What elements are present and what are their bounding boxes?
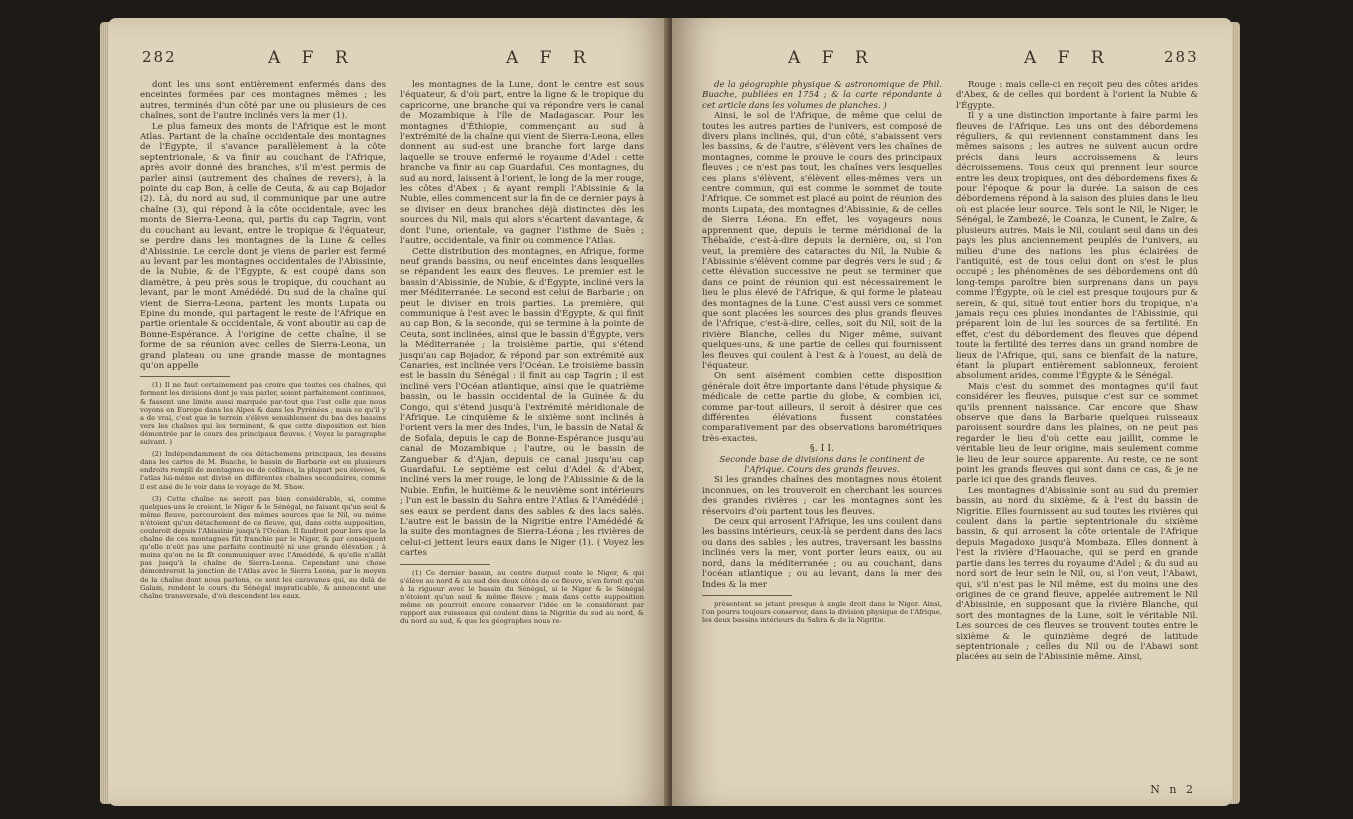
right-page	[672, 18, 1232, 806]
footnote-rule	[702, 595, 792, 596]
footnote: (1) Ce dernier bassin, au centre duquel coule le Niger, & qui s'élève au nord & au sud des deux côtés de ce fleuve, n'en feroit qu'un à la rigueur avec le bassin du Sénégal, si le Niger & le Sénégal n'étoient qu'un seul & même fleuve ; mais dans cette supposition même on pourroit encore conserver l'idée en le considérant par rapport aux ruisseaux qui coulent dans la Nigritie du sud au nord, & du nord au sud, & que les géographes nous re-	[400, 568, 644, 626]
right-column-3	[702, 80, 942, 624]
paragraph: Le plus fameux des monts de l'Afrique est le mont Atlas. Partant de la chaîne occidentale des montagnes de l'Égypte, il s'avance parallèlement à la côte septentrionale, & va finir au couchant de l'Afrique, après avoir donné des branches, s'il m'est permis de parler ainsi (autrement des chaînes de revers), à la pointe du cap Bon, à celle de Ceuta, & au cap Bojador (2). Là, du nord au sud, il communique par une autre chaîne (3), qui répond à la côte occidentale, avec les monts de Sierra-Leona, qui, partis du cap Tagrin, vont du couchant au levant, entre le tropique & l'équateur, se perdre dans les montagnes de la Lune & celles d'Abissinie. Le cercle dont je viens de parler est fermé au levant par les montagnes occidentales de l'Abissinie, de la Nubie, & de l'Égypte, & est coupé dans son diamètre, à peu près sous le tropique, du couchant au levant, par le mont Amédédé. Du sud de la chaîne qui vient de Sierra-Leona, partent les monts Lupata ou Epine du monde, qui partagent le reste de l'Afrique en partie orientale & occidentale, & vont aboutir au cap de Bonne-Espérance. À l'origine de cette chaîne, il se forme de sa réunion avec celles de Sierra-Leona, un grand plateau ou une grande masse de montagnes qu'on appelle	[140, 121, 386, 371]
paragraph: De ceux qui arrosent l'Afrique, les uns coulent dans les bassins intérieurs, ceux-là se perdent dans des lacs ou dans des sables ; les autres, traversant les bassins inclinés vers la mer, vont porter leurs eaux, ou au nord, dans la méditerranée ; ou au couchant, dans l'océan atlantique ; ou au levant, dans la mer des Indes & la mer	[702, 517, 942, 590]
right-column-4	[956, 80, 1198, 663]
left-column-1	[140, 80, 386, 600]
paragraph: Ainsi, le sol de l'Afrique, de même que celui de toutes les autres parties de l'univers, est composé de divers plans inclinés, qui, d'un côté, s'abaissent vers les bassins, & de l'autre, s'élèvent vers les chaînes de montagnes, comme le prouve le cours des principaux fleuves ; ce n'est pas tout, les chaînes vers lesquelles ces plans s'élèvent, s'élèvent elles-mêmes vers un centre commun, qui est comme le sommet de toute l'Afrique. Ce sommet est placé au point de réunion des monts Lupata, des montagnes d'Abissinie, & de celles de Sierra Léona. En effet, les voyageurs nous apprennent que, depuis le terme méridional de la Thébaïde, c'est-à-dire depuis la dernière, ou, si l'on veut, la première des cataractes du Nil, la Nubie & l'Abissinie s'élèvent comme par degrés vers le sud ; & cette élévation successive ne peut se terminer que dans ce point de réunion qui est nécessairement le lieu le plus élevé de l'Afrique, & qui forme le plateau des montagnes de la Lune. C'est aussi vers ce sommet que sont placées les sources des plus grands fleuves de l'Afrique, c'est-à-dire, celles, soit du Nil, soit de la rivière Blanche, celles du Niger même, suivant quelques-uns, & une partie de celles qui fournissent les fleuves qui coulent à l'est & à l'ouest, au delà de l'équateur.	[702, 111, 942, 371]
paragraph: dont les uns sont entièrement enfermés dans des enceintes formées par ces montagnes mêmes ; les autres, terminés d'un côté par une ou plusieurs de ces chaînes, sont de l'autre inclinés vers la mer (1).	[140, 80, 386, 122]
running-head-right-col3: A F R	[788, 48, 876, 68]
paragraph: de la géographie physique & astronomique de Phil. Buache, publiées en 1754 ; & la carte répondante à cet article dans les volumes de planches. )	[702, 80, 942, 111]
printer-signature: N n 2	[1150, 783, 1196, 796]
paragraph: les montagnes de la Lune, dont le centre est sous l'équateur, & d'où part, entre la ligne & le tropique du capricorne, une branche qui va répondre vers le canal de Mozambique à l'île de Madagascar. Pour les montagnes d'Éthiopie, commençant au sud à l'extrémité de la chaîne qui vient de Sierra-Leona, elles donnent au sud-est une branche fort large dans laquelle se trouve enfermé le royaume d'Adel : cette branche va finir au cap Guardafui. Ces montagnes, du sud au nord, laissent à l'orient, le long de la mer rouge, les côtes d'Abex ; & ayant rempli l'Abissinie & la Nubie, elles commencent sur la fin de ce dernier pays à se diviser en deux branches déjà distinctes dès les sources du Nil, mais qui alors s'écartent davantage, & dont l'une, orientale, va gagner l'isthme de Suès ; l'autre, occidentale, va finir ou commence l'Atlas.	[400, 80, 644, 247]
footnote-rule	[400, 564, 490, 565]
paragraph: Rouge : mais celle-ci en reçoit peu des côtes arides d'Abex, & de celles qui bordent à l'orient la Nubie & l'Égypte.	[956, 80, 1198, 111]
footnote-rule	[140, 376, 230, 377]
footnote: (2) Indépendamment de ces détachemens principaux, les dessins dans les cartes de M. Buache, le bassin de Barbarie est en plusieurs endroits rempli de montagnes ou de collines, la plupart peu élevées, & l'atlas lui-même est divisé en différentes chaînes secondaires, comme il est aisé de le voir dans le voyage de M. Shaw.	[140, 450, 386, 491]
left-page-header	[108, 48, 670, 74]
section-title: Seconde base de divisions dans le continent de l'Afrique. Cours des grands fleuves.	[719, 454, 925, 476]
footnote: (1) Il ne faut certainement pas croire que toutes ces chaînes, qui forment les divisions dont je vais parler, soient parfaitement continues, & fassent une limite aussi marquée par-tout que l'est celle que nous voyons en Europe dans les Alpes & dans les Pyrénées ; mais ce qu'il y a de vrai, c'est que le terrein s'élève sensiblement du bas des bassins vers les chaînes qui les terminent, & que cette disposition est bien démontrée par le cours des principaux fleuves. ( Voyez le paragraphe suivant. )	[140, 381, 386, 447]
paragraph: Mais c'est du sommet des montagnes qu'il faut considérer les fleuves, puisque c'est sur ce sommet qu'ils prennent naissance. Car encore que Shaw observe que dans la Barbarie quelques ruisseaux paroissent sourdre dans les plaines, on ne peut pas regarder le lieu d'où cette eau jaillit, comme le véritable lieu de leur origine, mais seulement comme le lieu de leur source apparente. Au reste, ce ne sont point les grands fleuves qui sont dans ce cas, & je ne parle ici que des grands fleuves.	[956, 381, 1198, 486]
left-column-2	[400, 80, 644, 625]
running-head-left-col2: A F R	[506, 48, 594, 68]
section-number: §. I I.	[809, 443, 835, 455]
paragraph: Il y a une distinction importante à faire parmi les fleuves de l'Afrique. Les uns ont des débordemens réguliers, & qui reviennent constamment dans les mêmes saisons ; les autres ne suivent aucun ordre précis dans leurs accroissemens & leurs décroissemens. Tous ceux qui prennent leur source entre les deux tropiques, ont des débordemens fixes & pour l'époque & pour la durée. La saison de ces débordemens répond à la saison des pluies dans le lieu où est placée leur source. Tels sont le Nil, le Niger, le Sénégal, le Zambezé, le Coanza, le Cunent, le Zaïre, & plusieurs autres. Mais le Nil, coulant seul dans un des pays les plus anciennement peuplés de l'univers, au milieu d'une des nations les plus éclairées de l'antiquité, est de tous celui dont on s'est le plus occupé ; les phénomènes de ses débordemens ont dû long-temps paroître bien surprenans dans un pays comme l'Égypte, où le ciel est presque toujours pur & serein, & qui, situé tout entier hors du tropique, n'a jamais reçu ces pluies inondantes de l'Abissinie, qui préparent loin de lui les sources de sa fertilité. En effet, c'est du débordement des fleuves que dépend toute la fertilité des terres dans un grand nombre de lieux de l'Afrique, qui, sans ce bienfait de la nature, étant la plupart entièrement sablonneux, feroient absolument arides, comme l'Égypte & le Sénégal.	[956, 111, 1198, 382]
right-page-header	[672, 48, 1232, 74]
paragraph: Les montagnes d'Abissinie sont au sud du premier bassin, au nord du sixième, & à l'est du bassin de Nigritie. Elles fournissent au sud toutes les rivières qui coulent dans la partie septentrionale du sixième bassin, & qui arrosent la côte orientale de l'Afrique depuis Magadoxo jusqu'à Mombaza. Elles donnent à l'est la rivière d'Haouache, qui se perd en grande partie dans les terres du royaume d'Adel ; & du sud au nord sort de leur sein le Nil, ou, si l'on veut, l'Abawi, qui, s'il n'est pas le Nil même, est du moins une des origines de ce grand fleuve, appelée autrement le Nil d'Abissinie, en supposant que la rivière Blanche, qui sort des montagnes de la Lune, soit le véritable Nil. Les sources de ces fleuves se trouvent toutes entre le sixième & le quinzième degré de latitude septentrionale ; celles du Nil ou de l'Abawi sont placées au sein de l'Abissinie même. Ainsi,	[956, 485, 1198, 663]
running-head-right-col4: A F R	[1024, 48, 1112, 68]
footnote: présentent se jetant presque à angle droit dans le Niger. Ainsi, l'on pourra toujours conserver, dans la division physique de l'Afrique, les deux bassins intérieurs du Sahra & de la Nigritie.	[702, 599, 942, 625]
left-page	[108, 18, 670, 806]
footnote: (3) Cette chaîne ne seroit pas bien considérable, si, comme quelques-uns le croient, le Niger & le Sénégal, ne faisant qu'un seul & même fleuve, parcouroient des mêmes sources que le Nil, ou même n'étoient qu'un détachement de ce fleuve, qui, dans cette supposition, couleroit depuis l'Abissinie jusqu'à l'Océan. Il faudroit pour lors que la chaîne de ces montagnes fût franchie par le Niger, & par conséquent qu'elle n'eût pas une parfaite continuité ni une grande élévation ; à moins qu'on ne la fît communiquer avec l'Amédédé, & qu'elle n'allât pas jusqu'à la chaîne de Sierra-Leona. Cependant une chose démontreroit la jonction de l'Atlas avec le Sierra Leona, par le moyen de la chaîne dont nous parlons, ce sont les caravanes qui, au delà de Galam, rendent le cours du Sénégal impraticable, & annoncent une chaîne transversale, d'où descendent les eaux.	[140, 494, 386, 600]
page-number-right: 283	[1164, 48, 1199, 66]
paragraph: On sent aisément combien cette disposition générale doit être importante dans l'étude physique & médicale de cette partie du globe, & combien ici, comme par-tout ailleurs, il seroit à désirer que ces différentes élévations fussent constatées comparativement par des observations barométriques très-exactes.	[702, 371, 942, 444]
paragraph: Cette distribution des montagnes, en Afrique, forme neuf grands bassins, ou neuf enceintes dans lesquelles se répandent les eaux des fleuves. Le premier est le bassin d'Abissinie, de Nubie, & d'Égypte, incliné vers la mer Méditerranée. Le second est celui de Barbarie ; on peut le diviser en trois parties. La première, qui communique à l'est avec le bassin d'Égypte, & qui finit au cap Bon, & la seconde, qui se termine à la pointe de Ceuta, sont inclinées, ainsi que le bassin d'Égypte, vers la Méditerranée ; la troisième partie, qui s'étend jusqu'au cap Bojador, & répond par son extrémité aux Canaries, est inclinée vers l'Océan. Le troisième bassin est le bassin du Sénégal : il finit au cap Tagrin ; il est incliné vers l'Océan atlantique, ainsi que le quatrième bassin, ou le bassin occidental de la Guinée & du Congo, qui s'étend jusqu'à l'extrémité méridionale de l'Afrique. Le cinquième & le sixième sont inclinés à l'orient vers la mer des Indes, l'un, le bassin de Natal & de Sofala, depuis le cap de Bonne-Espérance jusqu'au canal de Mozambique ; l'autre, ou le bassin de Zanguebar & d'Ajan, depuis ce canal jusqu'au cap Guardafui. Le septième est celui d'Adel & d'Abex, incliné vers la mer rouge, le long de l'Abissinie & de la Nubie. Enfin, le huitième & le neuvième sont intérieurs ; l'un est le bassin du Sahra entre l'Atlas & l'Amédédé ; ses eaux se perdent dans des sables & des lacs salés. L'autre est le bassin de la Nigritie entre l'Amédédé & la suite des montagnes de Sierra-Léona ; les rivières de celui-ci jettent leurs eaux dans le Niger (1). ( Voyez les cartes	[400, 246, 644, 559]
paragraph: Si les grandes chaînes des montagnes nous étoient inconnues, on les trouveroit en cherchant les sources des grandes rivières ; car les montagnes sont les réservoirs d'où partent tous les fleuves.	[702, 475, 942, 517]
page-number-left: 282	[142, 48, 177, 66]
running-head-left-col1: A F R	[268, 48, 356, 68]
